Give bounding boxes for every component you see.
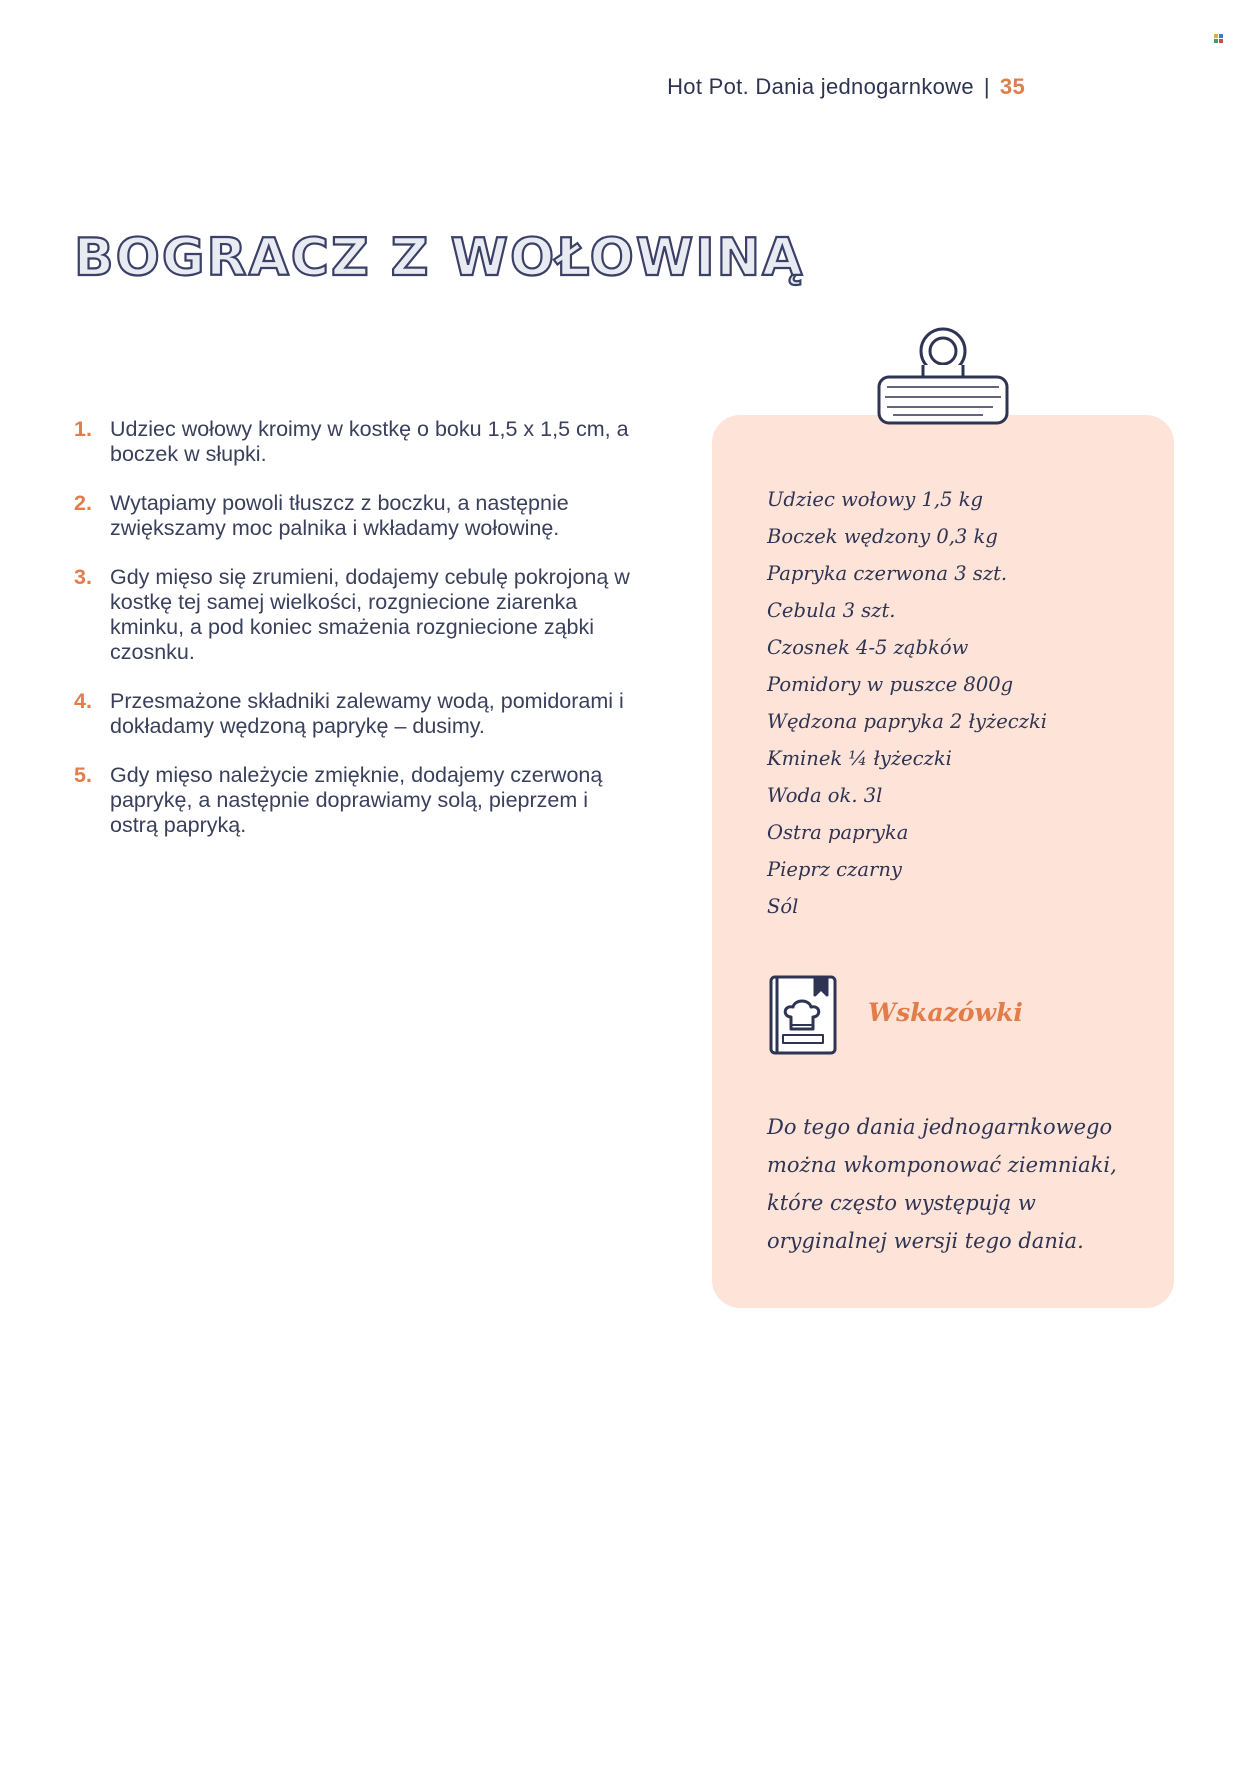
step-number: 1. xyxy=(74,417,92,441)
tips-title: Wskazówki xyxy=(868,998,1023,1027)
step-text: Wytapiamy powoli tłuszcz z boczku, a następnie zwiększamy moc palnika i wkładamy wołowinę. xyxy=(110,491,569,540)
step-item xyxy=(74,689,634,739)
step-item xyxy=(74,491,634,541)
ingredient-item: Czosnek 4-5 ząbków xyxy=(767,636,969,659)
step-item xyxy=(74,565,634,665)
page-number: 35 xyxy=(999,74,1025,99)
step-item xyxy=(74,417,634,467)
recipe-title: BOGRACZ Z WOŁOWINĄ xyxy=(74,228,805,288)
step-text: Gdy mięso się zrumieni, dodajemy cebulę pokrojoną w kostkę tej samej wielkości, rozgniecione ziarenka kminku, a pod koniec smażenia rozgniecione ząbki czosnku. xyxy=(110,565,630,664)
tips-text: Do tego dania jednogarnkowego można wkomponować ziemniaki, które często występują w oryginalnej wersji tego dania. xyxy=(767,1115,1117,1253)
ingredient-item: Woda ok. 3l xyxy=(767,784,883,807)
clipboard-clip-icon xyxy=(873,325,1013,429)
ingredient-item: Pomidory w puszce 800g xyxy=(767,673,1014,696)
ingredient-item: Ostra papryka xyxy=(767,821,909,844)
corner-mark-icon xyxy=(1214,34,1224,44)
step-text: Przesmażone składniki zalewamy wodą, pomidorami i dokładamy wędzoną paprykę – dusimy. xyxy=(110,689,624,738)
ingredient-item: Sól xyxy=(767,895,799,918)
ingredient-item: Cebula 3 szt. xyxy=(767,599,896,622)
ingredient-item: Papryka czerwona 3 szt. xyxy=(767,562,1008,585)
header-separator: | xyxy=(983,74,990,99)
step-number: 5. xyxy=(74,763,92,787)
recipe-steps xyxy=(74,417,634,862)
ingredient-item: Pieprz czarny xyxy=(767,858,902,881)
step-text: Udziec wołowy kroimy w kostkę o boku 1,5 x 1,5 cm, a boczek w słupki. xyxy=(110,417,629,466)
ingredient-item: Wędzona papryka 2 łyżeczki xyxy=(767,710,1048,733)
step-item xyxy=(74,763,634,838)
step-number: 4. xyxy=(74,689,92,713)
step-text: Gdy mięso należycie zmięknie, dodajemy czerwoną paprykę, a następnie doprawiamy solą, pieprzem i ostrą papryką. xyxy=(110,763,603,837)
ingredient-item: Udziec wołowy 1,5 kg xyxy=(767,488,983,511)
ingredients-list xyxy=(767,481,1047,925)
ingredient-item: Kminek ¼ łyżeczki xyxy=(767,747,952,770)
ingredient-item: Boczek wędzony 0,3 kg xyxy=(767,525,998,548)
section-title: Hot Pot. Dania jednogarnkowe xyxy=(667,74,974,99)
chef-book-icon xyxy=(765,973,841,1059)
step-number: 2. xyxy=(74,491,92,515)
page-header xyxy=(667,74,1025,100)
step-number: 3. xyxy=(74,565,92,589)
